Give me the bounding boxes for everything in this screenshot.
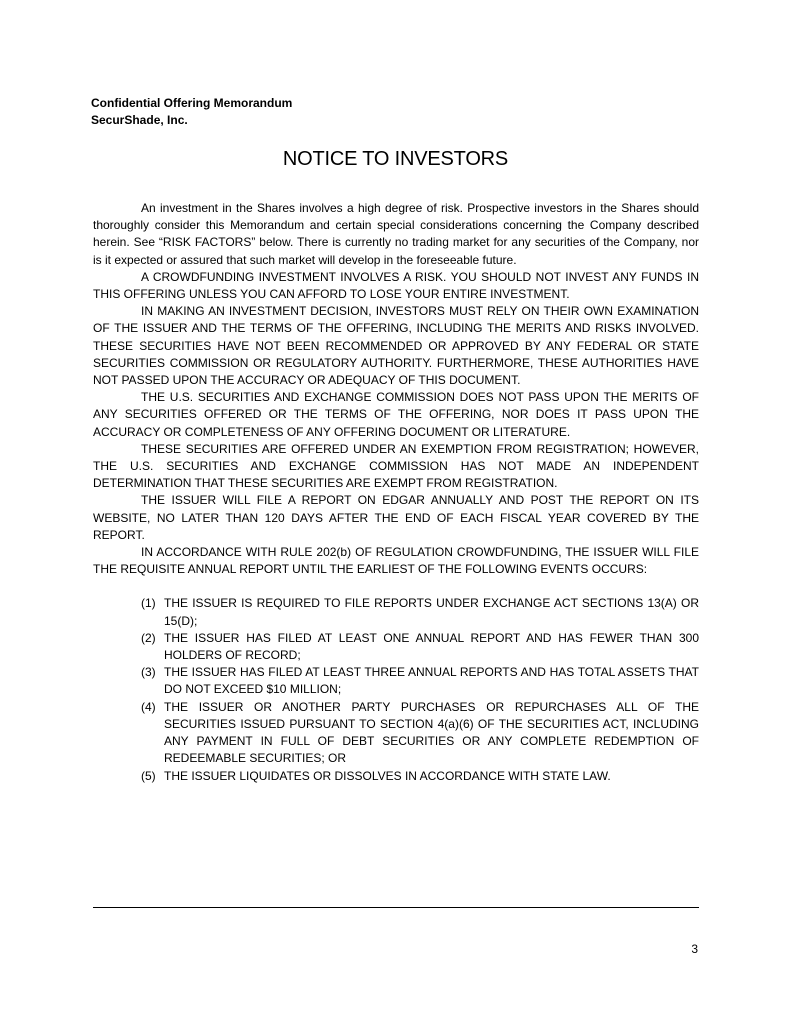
list-item-text: THE ISSUER OR ANOTHER PARTY PURCHASES OR REPURCHASES ALL OF THE SECURITIES ISSUED PURSUANT TO SECTION 4(a)(6) OF THE SECURITIES ACT, INCLUDING ANY PAYMENT IN FULL OF DEBT SECURITIES OR ANY COMPLETE REDEMPTION OF REDEEMABLE SECURITIES; OR [164,699,699,766]
list-item [141,664,699,698]
list-item-number: (2) [141,630,156,645]
paragraph-exemption: THESE SECURITIES ARE OFFERED UNDER AN EXEMPTION FROM REGISTRATION; HOWEVER, THE U.S. SECURITIES AND EXCHANGE COMMISSION HAS NOT MADE AN INDEPENDENT DETERMINATION THAT THESE SECURITIES ARE EXEMPT FROM REGISTRATION. [93,441,699,491]
list-item-number: (3) [141,665,156,680]
list-item-text: THE ISSUER IS REQUIRED TO FILE REPORTS UNDER EXCHANGE ACT SECTIONS 13(A) OR 15(D); [164,596,699,628]
termination-events-list [93,595,699,784]
list-item [141,699,699,768]
footer-divider [93,907,699,908]
list-item [141,595,699,629]
list-item-text: THE ISSUER LIQUIDATES OR DISSOLVES IN ACCORDANCE WITH STATE LAW. [164,768,611,783]
header-company-name: SecurShade, Inc. [91,113,188,127]
header-document-title: Confidential Offering Memorandum [91,96,293,110]
document-header [91,95,292,129]
list-item-text: THE ISSUER HAS FILED AT LEAST THREE ANNUAL REPORTS AND HAS TOTAL ASSETS THAT DO NOT EXCEED $10 MILLION; [164,665,699,697]
list-item [141,768,699,785]
paragraph-rule-202b: IN ACCORDANCE WITH RULE 202(b) OF REGULATION CROWDFUNDING, THE ISSUER WILL FILE THE REQUISITE ANNUAL REPORT UNTIL THE EARLIEST OF THE FOLLOWING EVENTS OCCURS: [93,545,699,577]
notice-body [93,200,699,785]
paragraph-risk-intro: An investment in the Shares involves a high degree of risk. Prospective investors in the Shares should thoroughly consider this Memorandum and certain special considerations concerning the Company described herein. See “RISK FACTORS” below. There is currently no trading market for any securities of the Company, nor is it expected or assured that such market will develop in the foreseeable future. [93,201,699,267]
page-number: 3 [691,942,698,956]
paragraph-investment-decision: IN MAKING AN INVESTMENT DECISION, INVESTORS MUST RELY ON THEIR OWN EXAMINATION OF THE ISSUER AND THE TERMS OF THE OFFERING, INCLUDING THE MERITS AND RISKS INVOLVED. THESE SECURITIES HAVE NOT BEEN RECOMMENDED OR APPROVED BY ANY FEDERAL OR STATE SECURITIES COMMISSION OR REGULATORY AUTHORITY. FURTHERMORE, THESE AUTHORITIES HAVE NOT PASSED UPON THE ACCURACY OR ADEQUACY OF THIS DOCUMENT. [93,304,699,388]
list-item [141,630,699,664]
paragraph-sec-notice: THE U.S. SECURITIES AND EXCHANGE COMMISSION DOES NOT PASS UPON THE MERITS OF ANY SECURITIES OFFERED OR THE TERMS OF THE OFFERING, NOR DOES IT PASS UPON THE ACCURACY OR COMPLETENESS OF ANY OFFERING DOCUMENT OR LITERATURE. [93,390,699,439]
list-item-number: (5) [141,768,156,783]
paragraph-crowdfunding-risk: A CROWDFUNDING INVESTMENT INVOLVES A RISK. YOU SHOULD NOT INVEST ANY FUNDS IN THIS OFFERING UNLESS YOU CAN AFFORD TO LOSE YOUR ENTIRE INVESTMENT. [93,269,699,302]
list-item-number: (1) [141,596,156,611]
page-title: NOTICE TO INVESTORS [282,148,509,170]
paragraph-edgar-filing: THE ISSUER WILL FILE A REPORT ON EDGAR ANNUALLY AND POST THE REPORT ON ITS WEBSITE, NO LATER THAN 120 DAYS AFTER THE END OF EACH FISCAL YEAR COVERED BY THE REPORT. [93,493,699,542]
list-item-number: (4) [141,699,156,714]
list-item-text: THE ISSUER HAS FILED AT LEAST ONE ANNUAL REPORT AND HAS FEWER THAN 300 HOLDERS OF RECORD; [164,630,699,663]
